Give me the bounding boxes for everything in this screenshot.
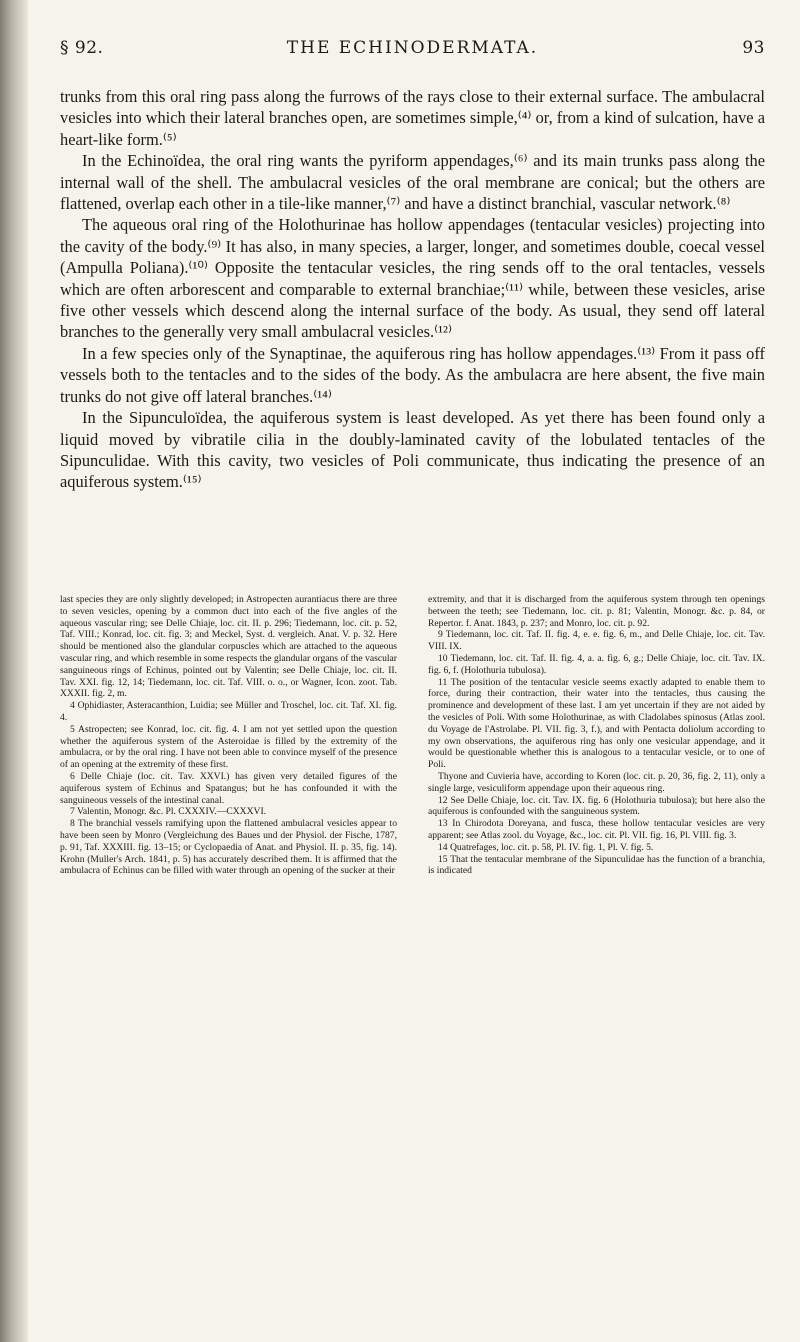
running-header bbox=[60, 38, 765, 68]
footnote: Thyone and Cuvieria have, according to Koren (loc. cit. p. 20, 36, fig. 2, 11), only a single large, vesiculiform appendage upon their aqueous ring. bbox=[428, 770, 765, 794]
footnote: 10 Tiedemann, loc. cit. Taf. II. fig. 4, a. a. fig. 6, g.; Delle Chiaje, loc. cit. Tav. IX. fig. 6, f. (Holothuria tubulosa). bbox=[428, 652, 765, 676]
main-text bbox=[60, 86, 765, 493]
footnote-column-right bbox=[428, 594, 765, 877]
footnote: 4 Ophidiaster, Asteracanthion, Luidia; see Müller and Troschel, loc. cit. Taf. XI. fig. 4. bbox=[60, 700, 397, 723]
paragraph: In a few species only of the Synaptinae, the aquiferous ring has hollow appendages.⁽¹³⁾ From it pass off vessels both to the tentacles and to the sides of the body. As the ambulacra are here absent, the five main trunks do not give off lateral branches.⁽¹⁴⁾ bbox=[60, 343, 765, 406]
footnote: 5 Astropecten; see Konrad, loc. cit. fig. 4. I am not yet settled upon the question whether the aquiferous system of the Asteroidae is filled by the extremity of the ambulacra, or by the oral ring. I have not been able to convince myself of the presence of an opening at the extremity of these first. bbox=[60, 723, 397, 771]
section-number: § 92. bbox=[60, 38, 104, 58]
footnote-column-left bbox=[60, 594, 397, 877]
paragraph: In the Sipunculoïdea, the aquiferous system is least developed. As yet there has been found only a liquid moved by vibratile cilia in the doubly-laminated cavity of the lobulated tentacles of the Sipunculidae. With this cavity, two vesicles of Poli communicate, thus indicating the presence of an aquiferous system.⁽¹⁵⁾ bbox=[60, 408, 765, 492]
footnote: extremity, and that it is discharged from the aquiferous system through ten openings between the teeth; see Tiedemann, loc. cit. p. 81; Valentin, Monogr. &c. p. 84, or Repertor. f. Anat. 1843, p. 237; and Monro, loc. cit. p. 92. bbox=[428, 594, 765, 629]
footnote: 13 In Chirodota Doreyana, and fusca, these hollow tentacular vesicles are very apparent; see Atlas zool. du Voyage, &c., loc. cit. Pl. VII. fig. 16, Pl. VIII. fig. 3. bbox=[428, 818, 765, 841]
page-number: 93 bbox=[742, 38, 765, 58]
paragraph: In the Echinoïdea, the oral ring wants the pyriform appendages,⁽⁶⁾ and its main trunks pass along the internal wall of the shell. The ambulacral vesicles of the oral membrane are conical; but the others are flattened, overlap each other in a tile-like manner,⁽⁷⁾ and have a distinct branchial, vascular network.⁽⁸⁾ bbox=[60, 151, 765, 214]
footnote: 7 Valentin, Monogr. &c. Pl. CXXXIV.—CXXXVI. bbox=[70, 806, 267, 818]
running-title: THE ECHINODERMATA. bbox=[286, 38, 539, 58]
paragraph: trunks from this oral ring pass along the furrows of the rays close to their external surface. The ambulacral vesicles into which their lateral branches open, are sometimes simple,⁽⁴⁾ or, from a kind of sulcation, have a heart-like form.⁽⁵⁾ bbox=[60, 87, 765, 149]
paragraph: The aqueous oral ring of the Holothurinae has hollow appendages (tentacular vesicles) projecting into the cavity of the body.⁽⁹⁾ It has also, in many species, a larger, longer, and sometimes double, coecal vessel (Ampulla Poliana).⁽¹⁰⁾ Opposite the tentacular vesicles, the ring sends off to the oral tentacles, vessels which are often arborescent and comparable to external branchiae;⁽¹¹⁾ while, between these vesicles, arise five other vessels which descend along the internal surface of the body. As usual, they send off lateral branches to the generally very small ambulacral vesicles.⁽¹²⁾ bbox=[60, 215, 765, 342]
footnote: 6 Delle Chiaje (loc. cit. Tav. XXVI.) has given very detailed figures of the aquiferous system of Echinus and Spatangus; but he has confounded it with the sanguineous vessels of the intestinal canal. bbox=[60, 770, 397, 806]
footnote: 11 The position of the tentacular vesicle seems exactly adapted to enable them to force, during their contraction, their water into the tentacles, thus causing the prominence and development of these last. I am yet uncertain if they are not aided by the vesicles of Poli. With some Holothurinae, as with Cladolabes spinosus (Atlas zool. du Voyage de l'Astrolabe. Pl. VII. fig. 3, f.), and with Pentacta doliolum according to my own observations, the aquiferous ring has only one vesicular appendage, and it would be questionable whether this is analogous to a tentacular vesicle, or to one of Poli. bbox=[428, 676, 765, 771]
footnote: 12 See Delle Chiaje, loc. cit. Tav. IX. fig. 6 (Holothuria tubulosa); but here also the aquiferous is confounded with the sanguineous system. bbox=[428, 794, 765, 818]
footnote: 14 Quatrefages, loc. cit. p. 58, Pl. IV. fig. 1, Pl. V. fig. 5. bbox=[438, 841, 654, 853]
footnotes bbox=[60, 594, 765, 1314]
footnote: 15 That the tentacular membrane of the Sipunculidae has the function of a branchia, is indicated bbox=[428, 853, 765, 877]
footnote: 8 The branchial vessels ramifying upon the flattened ambulacral vesicles appear to have been seen by Monro (Vergleichung des Baues und der Physiol. der Fische, 1787, p. 91, Taf. XXXIII. fig. 13–15; or Cyclopaedia of Anat. and Physiol. II. p. 35, fig. 14). Krohn (Muller's Arch. 1841, p. 5) has accurately described them. It is affirmed that the ambulacra of Echinus can be filled with water through an opening of the sucker at their bbox=[60, 818, 397, 877]
footnote: last species they are only slightly developed; in Astropecten aurantiacus there are three to seven vesicles, opening by a common duct into each of the five angles of the aqueous vascular ring; see Delle Chiaje, loc. cit. II. p. 296; Tiedemann, loc. cit. p. 52, Taf. VIII.; Konrad, loc. cit. fig. 3; and Meckel, Syst. d. vergleich. Anat. V. p. 32. Here should be mentioned also the glandular corpuscles which are attached to the aqueous vascular ring, and which resemble in some respects the glandular organs of the vascular sanguineous rings of Echinus, pointed out by Valentin; see Delle Chiaje, loc. cit. II. Tav. XXI. fig. 12, 14; Tiedemann, loc. cit. Taf. VIII. o. o., or Wagner, Icon. zoot. Tab. XXXII. fig. 2, m. bbox=[60, 594, 397, 700]
footnote: 9 Tiedemann, loc. cit. Taf. II. fig. 4, e. e. fig. 6, m., and Delle Chiaje, loc. cit. Tav. VIII. IX. bbox=[428, 629, 765, 653]
page-binding-edge bbox=[0, 0, 28, 1342]
